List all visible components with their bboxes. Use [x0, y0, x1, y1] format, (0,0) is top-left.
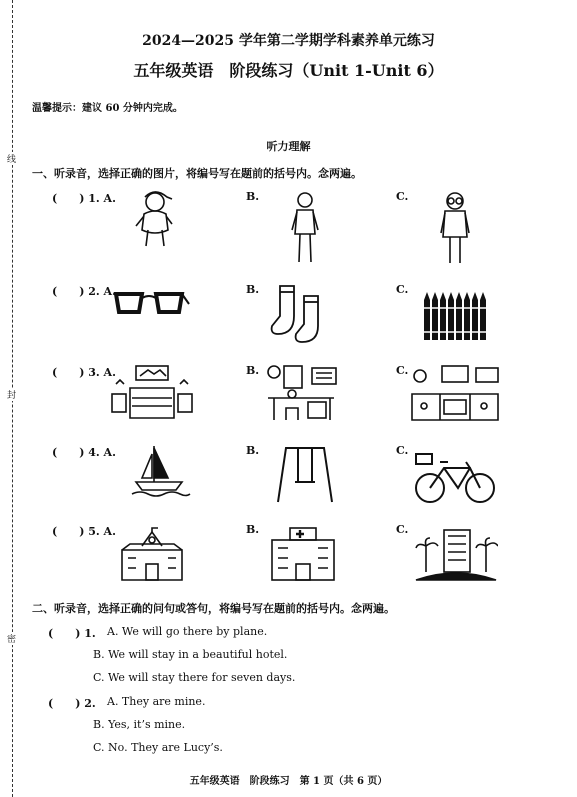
- p1-q3-option-c: C.: [396, 364, 409, 377]
- p1-q3-option-b: B.: [246, 364, 260, 377]
- boy-glasses-icon: [438, 190, 472, 266]
- p2-q1-choice-a: A. We will go there by plane.: [107, 625, 268, 638]
- exam-subject-title: 五年级英语 阶段练习（Unit 1-Unit 6）: [133, 61, 444, 80]
- margin-char-mi: 密: [7, 632, 16, 645]
- p2-q2-choice-a: A. They are mine.: [107, 695, 206, 708]
- study-icon: [266, 364, 338, 422]
- boy-icon: [288, 190, 322, 266]
- margin-char-xian: 线: [7, 152, 16, 165]
- p1-q1-option-c: C.: [396, 190, 409, 203]
- swing-icon: [276, 444, 334, 504]
- school-icon: [118, 526, 186, 582]
- listening-heading: 听力理解: [266, 140, 311, 153]
- time-tip: 温馨提示：建议 60 分钟内完成。: [32, 103, 183, 114]
- bedroom-icon: [110, 364, 194, 422]
- p1-q2-option-c: C.: [396, 283, 409, 296]
- p1-q4-number: ( ) 4. A.: [52, 446, 116, 459]
- p1-q5-option-c: C.: [396, 523, 409, 536]
- page-footer: 五年级英语 阶段练习 第 1 页（共 6 页）: [189, 776, 388, 787]
- p2-q1-choice-c: C. We will stay there for seven days.: [93, 671, 296, 684]
- p2-q2-choice-b: B. Yes, it’s mine.: [93, 718, 186, 731]
- p2-q2-number: ( ) 2.: [48, 697, 96, 710]
- p1-q4-option-b: B.: [246, 444, 260, 457]
- margin-char-feng: 封: [7, 388, 16, 401]
- p2-q1-number: ( ) 1.: [48, 627, 96, 640]
- sailboat-icon: [130, 444, 192, 500]
- p2-q2-choice-c: C. No. They are Lucy’s.: [93, 741, 223, 754]
- glasses-icon: [112, 286, 190, 322]
- bicycle-icon: [414, 452, 496, 504]
- part1-instructions: 一、听录音，选择正确的图片，将编号写在题前的括号内。念两遍。: [32, 167, 362, 180]
- p2-q1-choice-b: B. We will stay in a beautiful hotel.: [93, 648, 288, 661]
- hospital-icon: [268, 526, 338, 582]
- p1-q4-option-c: C.: [396, 444, 409, 457]
- boy-cap-icon: [130, 188, 180, 250]
- crayons-icon: [422, 290, 490, 342]
- p1-q1-option-b: B.: [246, 190, 260, 203]
- p1-q3-number: ( ) 3. A.: [52, 366, 116, 379]
- p1-q2-option-b: B.: [246, 283, 260, 296]
- p1-q5-option-b: B.: [246, 523, 260, 536]
- p1-q5-number: ( ) 5. A.: [52, 525, 116, 538]
- kitchen-icon: [410, 364, 500, 422]
- exam-year-title: 2024—2025 学年第二学期学科素养单元练习: [142, 33, 435, 49]
- hotel-icon: [414, 526, 498, 582]
- part2-instructions: 二、听录音，选择正确的问句或答句，将编号写在题前的括号内。念两遍。: [32, 602, 395, 615]
- socks-icon: [270, 284, 332, 344]
- p1-q1-number: ( ) 1. A.: [52, 192, 116, 205]
- p1-q2-number: ( ) 2. A.: [52, 285, 116, 298]
